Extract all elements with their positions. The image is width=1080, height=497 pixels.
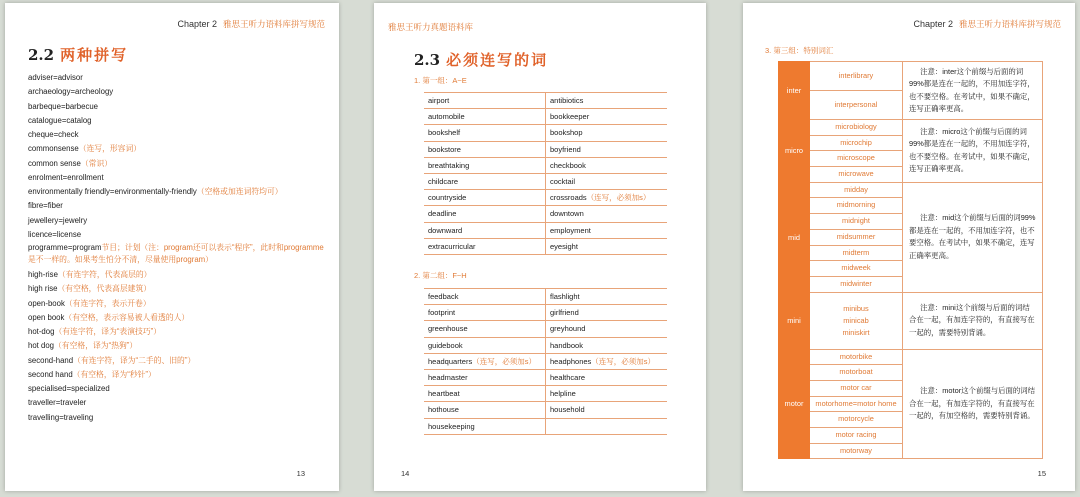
spelling-note: （连写，形容词） — [78, 144, 142, 154]
prefix-word: midsummer — [810, 230, 902, 246]
word-text: helpline — [550, 389, 576, 399]
word-text: bookstore — [428, 144, 461, 154]
header-chapter: Chapter 2 — [913, 19, 953, 29]
word-text: downward — [428, 225, 463, 235]
word-text: deadline — [428, 209, 457, 219]
table-cell — [424, 289, 546, 305]
page-13 — [5, 3, 339, 491]
spelling-term: open book — [28, 312, 65, 322]
spelling-note: （常识） — [80, 158, 113, 168]
page-15 — [743, 3, 1075, 491]
table-cell — [424, 141, 546, 157]
word-text: girlfriend — [550, 308, 579, 318]
table-cell — [546, 402, 668, 418]
list-item — [28, 114, 328, 128]
section-heading: 必须连写的词 — [446, 51, 549, 69]
spelling-term: common sense — [28, 158, 81, 168]
table-cell — [546, 289, 668, 305]
word-text: cocktail — [550, 177, 576, 187]
word-text: healthcare — [550, 373, 586, 383]
running-header: 雅思王听力真题语料库 — [388, 23, 474, 33]
word-note: （连写，必须加s） — [472, 356, 536, 366]
table-row — [424, 93, 667, 109]
header-book-title: 雅思王听力语料库拼写规范 — [958, 20, 1061, 30]
table-row — [424, 141, 667, 157]
table-cell — [424, 206, 546, 222]
spelling-note: （有空格，译为“热狗”） — [54, 341, 138, 351]
word-text: guidebook — [428, 340, 463, 350]
prefix-word: motorbike — [810, 350, 902, 366]
table-cell — [424, 418, 546, 434]
spelling-term: second hand — [28, 369, 73, 379]
section-number: 2.2 — [28, 46, 55, 64]
word-text: crossroads — [550, 193, 587, 203]
prefix-word: motorhome=motor home — [810, 397, 902, 413]
page-14 — [374, 3, 706, 491]
table-row — [424, 173, 667, 189]
prefix-words — [810, 62, 903, 120]
spelling-term: high-rise — [28, 270, 58, 279]
table-cell — [546, 418, 668, 434]
list-item — [28, 71, 328, 85]
prefix-word: minicab — [843, 315, 869, 325]
table-cell — [546, 125, 668, 141]
table-cell — [546, 305, 668, 321]
table-row — [424, 222, 667, 238]
word-text: breathtaking — [428, 160, 470, 170]
list-item — [28, 382, 328, 396]
word-text: greyhound — [550, 324, 586, 334]
list-item — [28, 368, 328, 382]
spelling-note: （有连字符，表示开卷） — [64, 298, 151, 308]
word-note: （连写，必须加s） — [591, 356, 656, 366]
word-text: feedback — [428, 292, 459, 302]
table-row — [424, 369, 667, 385]
word-text: hothouse — [428, 405, 459, 415]
spelling-term: hot-dog — [28, 327, 55, 336]
table-row — [424, 402, 667, 418]
word-text: antibiotics — [550, 96, 584, 106]
list-item — [28, 354, 328, 368]
prefix-word: midterm — [810, 246, 902, 262]
spelling-term: traveller=traveler — [28, 398, 87, 408]
prefix-row — [779, 120, 1043, 183]
page-number: 13 — [296, 469, 305, 478]
table-row — [424, 157, 667, 173]
spelling-term: adviser=advisor — [28, 73, 83, 82]
prefix-word: motorboat — [810, 365, 902, 381]
table-row — [424, 109, 667, 125]
table-cell — [424, 125, 546, 141]
spelling-term: programme=program — [28, 243, 102, 252]
word-text: countryside — [428, 193, 467, 203]
table-cell — [546, 141, 668, 157]
word-table-f-h — [424, 288, 667, 435]
table-row — [424, 337, 667, 353]
prefix-word: motor car — [810, 381, 902, 397]
table-cell — [424, 173, 546, 189]
group-label: 2. 第二组：F~H — [414, 271, 467, 280]
word-text: automobile — [428, 112, 465, 122]
table-cell — [546, 157, 668, 173]
list-item — [28, 228, 328, 242]
prefix-row — [779, 62, 1043, 120]
table-cell — [424, 93, 546, 109]
spelling-term: environmentally friendly=environmentally-friendly — [28, 187, 197, 196]
section-heading: 两种拼写 — [60, 46, 129, 64]
spelling-term: specialised=specialized — [28, 384, 110, 393]
prefix-row — [779, 292, 1043, 349]
prefix-word: interlibrary — [810, 62, 902, 91]
table-cell — [424, 369, 546, 385]
word-text: airport — [428, 96, 450, 106]
word-text: headquarters — [428, 356, 473, 366]
word-text: flashlight — [550, 292, 580, 302]
list-item — [28, 214, 328, 228]
spelling-term: jewellery=jewelry — [28, 215, 88, 225]
word-table-a-e — [424, 92, 667, 255]
word-text: greenhouse — [428, 324, 468, 334]
spelling-term: cheque=check — [28, 130, 79, 139]
table-row — [424, 353, 667, 369]
prefix-words — [810, 182, 903, 292]
table-cell — [424, 402, 546, 418]
prefix-word: midday — [810, 183, 902, 199]
list-item — [28, 142, 328, 156]
spelling-term: high rise — [28, 284, 58, 294]
prefix-word: minibus — [843, 303, 869, 313]
word-text: footprint — [428, 308, 456, 318]
list-item — [28, 339, 328, 353]
table-cell — [546, 369, 668, 385]
running-header — [913, 18, 1061, 30]
table-row — [424, 418, 667, 434]
page-number: 15 — [1037, 469, 1046, 478]
word-text: bookkeeper — [550, 112, 590, 122]
word-text: household — [550, 405, 585, 415]
word-text: heartbeat — [428, 389, 460, 399]
spelling-note: （有连字符，代表高层的） — [57, 270, 152, 279]
prefix-word: microchip — [810, 136, 902, 152]
word-text: bookshelf — [428, 128, 461, 138]
table-cell — [424, 238, 546, 254]
table-cell — [546, 206, 668, 222]
prefix-word: motorway — [839, 445, 873, 455]
table-row — [424, 386, 667, 402]
table-cell — [424, 157, 546, 173]
list-item — [28, 157, 328, 171]
prefix-note: 注意：motor这个前缀与后面的词结合在一起，有加连字符的，有直接写在一起的，有加空格的，需要特别背诵。 — [903, 349, 1043, 459]
list-item — [28, 396, 328, 410]
spelling-term: commonsense — [28, 144, 79, 154]
spelling-note: （有空格，代表高层建筑） — [57, 284, 152, 294]
spelling-term: licence=license — [28, 229, 82, 239]
spelling-term: second-hand — [28, 355, 74, 365]
table-cell — [424, 109, 546, 125]
spelling-note: （有空格，表示容易被人看透的人） — [64, 312, 190, 322]
table-cell — [546, 238, 668, 254]
prefix-label: motor — [779, 349, 810, 459]
word-text: headmaster — [428, 373, 468, 383]
word-text: employment — [550, 225, 591, 235]
spelling-note: （有连字符，译为“表演技巧”） — [54, 327, 162, 336]
spelling-note: 节目；计划（注：program还可以表示“程序”，此时和programme是不一样的。如果考生怕分不清，尽量使用program） — [28, 243, 324, 264]
prefix-note: 注意：mini这个前缀与后面的词结合在一起，有加连字符的，有直接写在一起的，需要特别背诵。 — [903, 292, 1043, 349]
table-row — [424, 289, 667, 305]
word-text: headphones — [550, 356, 592, 366]
table-cell — [424, 190, 546, 206]
table-cell — [424, 321, 546, 337]
prefix-row — [779, 349, 1043, 459]
prefix-words — [810, 292, 903, 349]
prefix-words — [810, 349, 903, 459]
table-cell — [546, 386, 668, 402]
word-text: eyesight — [550, 241, 578, 251]
word-text: childcare — [428, 177, 459, 187]
prefix-words — [810, 120, 903, 183]
word-text: downtown — [550, 209, 584, 219]
list-item — [28, 297, 328, 311]
table-cell — [424, 353, 546, 369]
prefix-word: microscope — [810, 151, 902, 167]
word-note: （连写，必须加s） — [586, 193, 651, 203]
prefix-word: motorcycle — [810, 412, 902, 428]
table-cell — [424, 222, 546, 238]
word-text: checkbook — [550, 160, 586, 170]
table-cell — [546, 173, 668, 189]
word-text: housekeeping — [428, 421, 475, 431]
table-cell — [424, 386, 546, 402]
table-row — [424, 321, 667, 337]
list-item — [28, 100, 328, 114]
list-item — [28, 85, 328, 99]
word-text: boyfriend — [550, 144, 581, 154]
spelling-term: catalogue=catalog — [28, 115, 92, 125]
prefix-word: midweek — [810, 261, 902, 277]
section-title — [414, 49, 548, 70]
section-number: 2.3 — [414, 51, 441, 69]
table-cell — [424, 305, 546, 321]
prefix-word: midnight — [810, 214, 902, 230]
prefix-word: microwave — [838, 169, 874, 179]
list-item — [28, 268, 328, 282]
prefix-label: micro — [779, 120, 810, 183]
table-row — [424, 125, 667, 141]
list-item — [28, 282, 328, 296]
group-label: 1. 第一组：A~E — [414, 76, 467, 85]
spelling-note: （有连字符，译为“二手的、旧的”） — [73, 355, 196, 365]
group-label: 3. 第三组：特别词汇 — [765, 46, 834, 55]
table-cell — [546, 190, 668, 206]
word-text: bookshop — [550, 128, 583, 138]
table-cell — [546, 321, 668, 337]
prefix-note: 注意：micro这个前缀与后面的词99%都是连在一起的，不用加连字符，也不要空格。在考试中，如果不确定，连写正确率更高。 — [903, 120, 1043, 183]
prefix-label: mid — [779, 182, 810, 292]
spelling-term: archaeology=archeology — [28, 87, 114, 97]
section-title — [28, 44, 128, 65]
list-item — [28, 199, 328, 213]
word-text: handbook — [550, 340, 583, 350]
list-item — [28, 325, 328, 339]
table-cell — [546, 93, 668, 109]
list-item — [28, 311, 328, 325]
prefix-word: motor racing — [810, 428, 902, 444]
table-cell — [424, 337, 546, 353]
prefix-word: midmorning — [810, 198, 902, 214]
table-cell — [546, 222, 668, 238]
list-item — [28, 411, 328, 425]
spelling-term: hot dog — [28, 341, 55, 351]
page-number: 14 — [401, 469, 410, 478]
spelling-list — [28, 71, 328, 425]
table-row — [424, 190, 667, 206]
header-book-title: 雅思王听力语料库拼写规范 — [222, 20, 325, 30]
prefix-table — [778, 61, 1043, 459]
spelling-term: open-book — [28, 298, 65, 308]
prefix-word: miniskirt — [842, 327, 870, 337]
list-item — [28, 171, 328, 185]
table-row — [424, 238, 667, 254]
header-chapter: Chapter 2 — [177, 19, 217, 29]
spelling-term: barbeque=barbecue — [28, 101, 99, 111]
spelling-note: （空格或加连词符均可） — [196, 187, 283, 196]
table-cell — [546, 109, 668, 125]
prefix-note: 注意：inter这个前缀与后面的词99%都是连在一起的，不用加连字符，也不要空格。在考试中，如果不确定，连写正确率更高。 — [903, 62, 1043, 120]
list-item — [28, 128, 328, 142]
prefix-note: 注意：mid这个前缀与后面的词99%都是连在一起的，不用加连字符，也不要空格。在考试中，如果不确定，连写正确率更高。 — [903, 182, 1043, 292]
running-header — [177, 18, 325, 30]
list-item — [28, 185, 328, 199]
spelling-term: enrolment=enrollment — [28, 172, 104, 182]
spelling-term: travelling=traveling — [28, 412, 94, 422]
list-item — [28, 242, 328, 268]
prefix-label: mini — [779, 292, 810, 349]
prefix-row — [779, 182, 1043, 292]
prefix-word: microbiology — [810, 120, 902, 136]
spelling-term: fibre=fiber — [28, 201, 63, 211]
prefix-word: midwinter — [840, 278, 872, 288]
word-text: extracurricular — [428, 241, 476, 251]
prefix-word: interpersonal — [834, 100, 878, 109]
table-cell — [546, 353, 668, 369]
table-row — [424, 206, 667, 222]
table-row — [424, 305, 667, 321]
spelling-note: （有空格，译为“秒针”） — [72, 369, 156, 379]
table-cell — [546, 337, 668, 353]
prefix-label: inter — [779, 62, 810, 120]
